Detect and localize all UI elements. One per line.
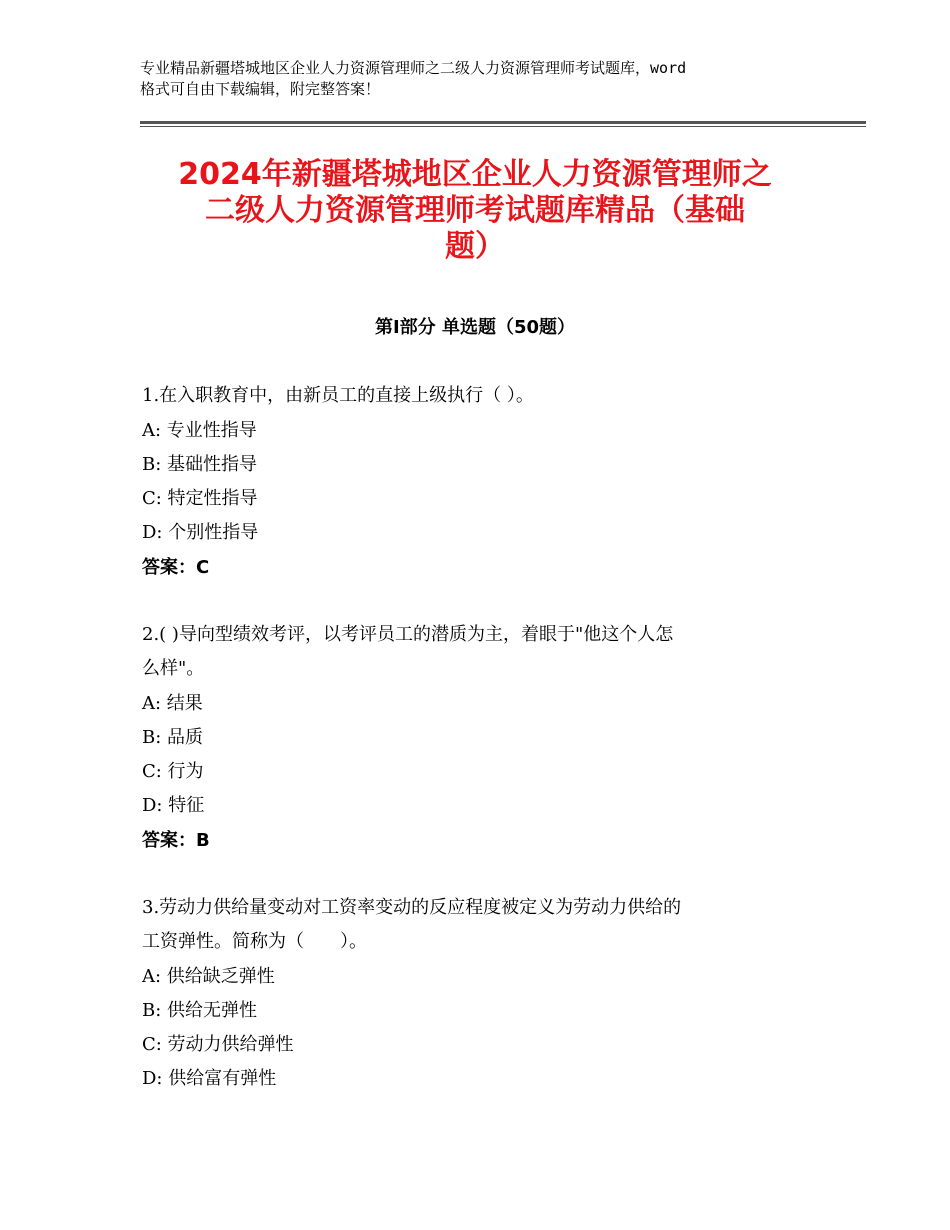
question-3-option-b: B: 供给无弹性 <box>142 1000 258 1021</box>
question-2-option-a: A: 结果 <box>142 693 203 714</box>
question-2-stem-line-2: 么样"。 <box>142 658 205 679</box>
question-3-stem-line-1: 3.劳动力供给量变动对工资率变动的反应程度被定义为劳动力供给的 <box>142 897 682 918</box>
question-1-option-a: A: 专业性指导 <box>142 420 257 441</box>
question-3-stem-line-2: 工资弹性。简称为（ ）。 <box>142 931 367 952</box>
question-2-option-d: D: 特征 <box>142 795 205 816</box>
question-2-option-b: B: 品质 <box>142 727 204 748</box>
header-note-line-1: 专业精品新疆塔城地区企业人力资源管理师之二级人力资源管理师考试题库，word <box>140 59 687 77</box>
question-2-answer: 答案：B <box>142 830 210 851</box>
header-note <box>140 58 830 100</box>
question-1-option-c: C: 特定性指导 <box>142 488 258 509</box>
document-title-line-3: 题） <box>445 229 505 264</box>
question-1-option-d: D: 个别性指导 <box>142 522 259 543</box>
question-2-stem-line-1: 2.( )导向型绩效考评，以考评员工的潜质为主，着眼于"他这个人怎 <box>142 624 674 645</box>
question-3-option-c: C: 劳动力供给弹性 <box>142 1034 294 1055</box>
document-title-line-2: 二级人力资源管理师考试题库精品（基础 <box>205 193 745 228</box>
question-2-option-c: C: 行为 <box>142 761 204 782</box>
question-3-option-d: D: 供给富有弹性 <box>142 1068 277 1089</box>
document-title-line-1: 2024年新疆塔城地区企业人力资源管理师之 <box>178 157 772 192</box>
question-1-answer: 答案：C <box>142 557 210 578</box>
header-note-line-2: 格式可自由下载编辑，附完整答案！ <box>140 80 381 98</box>
header-rule-thick <box>140 121 866 124</box>
question-1-option-b: B: 基础性指导 <box>142 454 258 475</box>
document-title <box>110 157 840 265</box>
question-1-stem: 1.在入职教育中，由新员工的直接上级执行（ ）。 <box>142 385 534 406</box>
question-3-option-a: A: 供给缺乏弹性 <box>142 966 275 987</box>
header-rule-thin <box>140 126 866 127</box>
section-title: 第Ⅰ部分 单选题（50题） <box>374 317 575 338</box>
